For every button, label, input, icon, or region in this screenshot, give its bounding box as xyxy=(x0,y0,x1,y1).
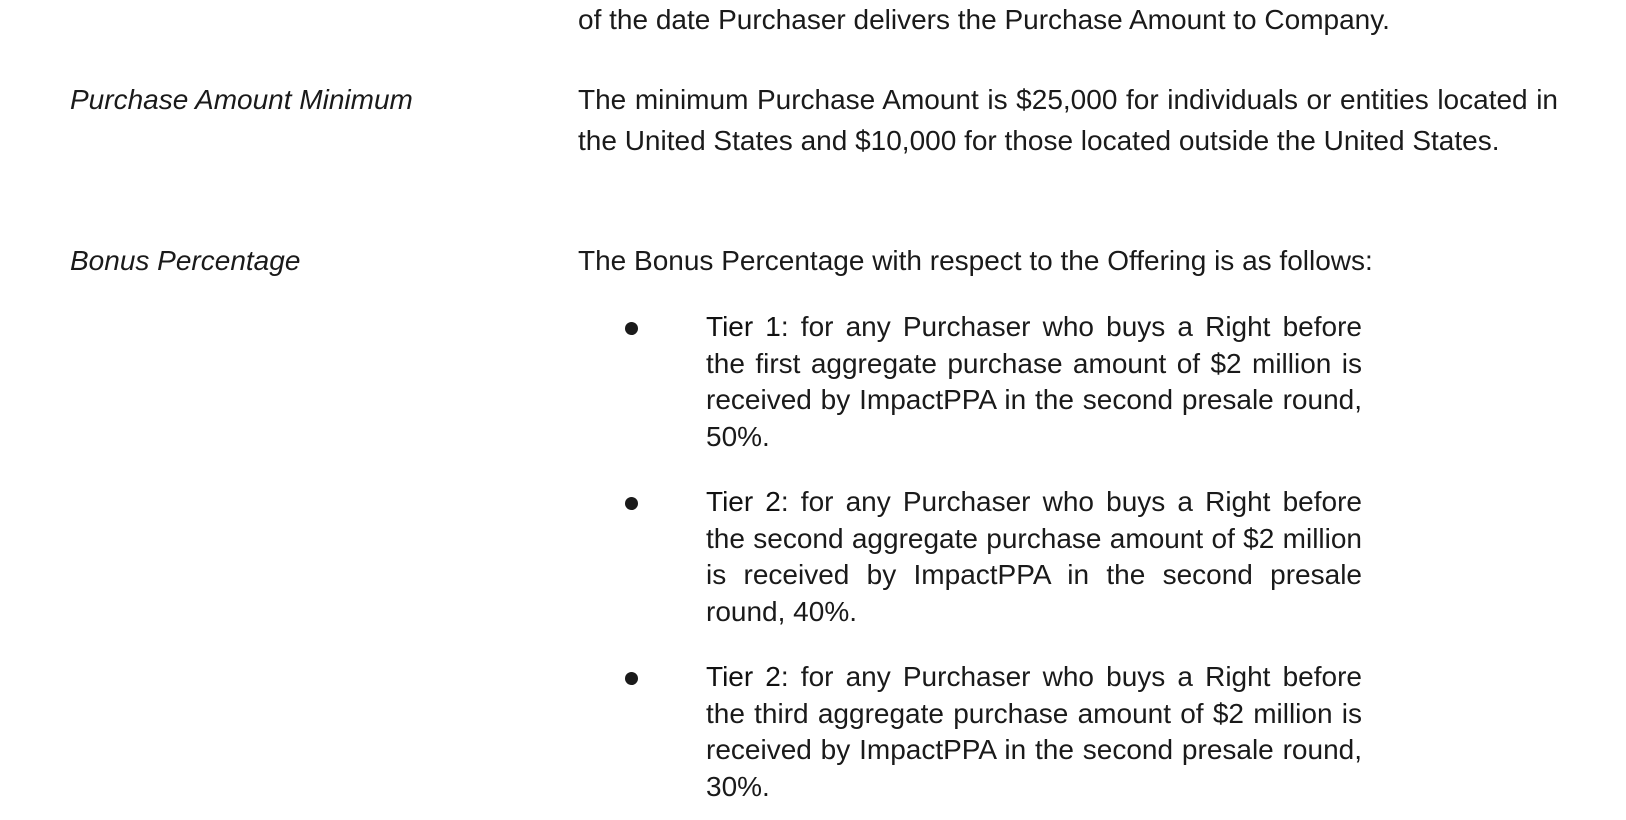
continued-paragraph-line: of the date Purchaser delivers the Purchase Amount to Company. xyxy=(578,4,1390,35)
bonus-percentage-intro: The Bonus Percentage with respect to the Offering is as follows: xyxy=(578,245,1373,276)
tier-list-item xyxy=(706,309,1362,455)
bullet-icon xyxy=(625,322,638,335)
bullet-icon xyxy=(625,672,638,685)
tier-list-item xyxy=(706,484,1362,630)
tier-description: : for any Purchaser who buys a Right before the second aggregate purchase amount of $2 million is received by ImpactPPA in the second presale round, 40%. xyxy=(706,486,1362,627)
tier-list-item xyxy=(706,659,1362,805)
purchase-amount-minimum-text: The minimum Purchase Amount is $25,000 for individuals or entities located in the United States and $10,000 for those located outside the United States. xyxy=(578,84,1558,156)
tier-label: Tier 2 xyxy=(706,486,781,517)
tier-description: : for any Purchaser who buys a Right before the third aggregate purchase amount of $2 million is received by ImpactPPA in the second presale round, 30%. xyxy=(706,661,1362,802)
bullet-icon xyxy=(625,497,638,510)
term-purchase-amount-minimum: Purchase Amount Minimum xyxy=(70,84,413,115)
tier-description: : for any Purchaser who buys a Right before the first aggregate purchase amount of $2 million is received by ImpactPPA in the second presale round, 50%. xyxy=(706,311,1362,452)
tier-label: Tier 1 xyxy=(706,311,781,342)
tier-label: Tier 2 xyxy=(706,661,781,692)
term-bonus-percentage: Bonus Percentage xyxy=(70,245,301,276)
